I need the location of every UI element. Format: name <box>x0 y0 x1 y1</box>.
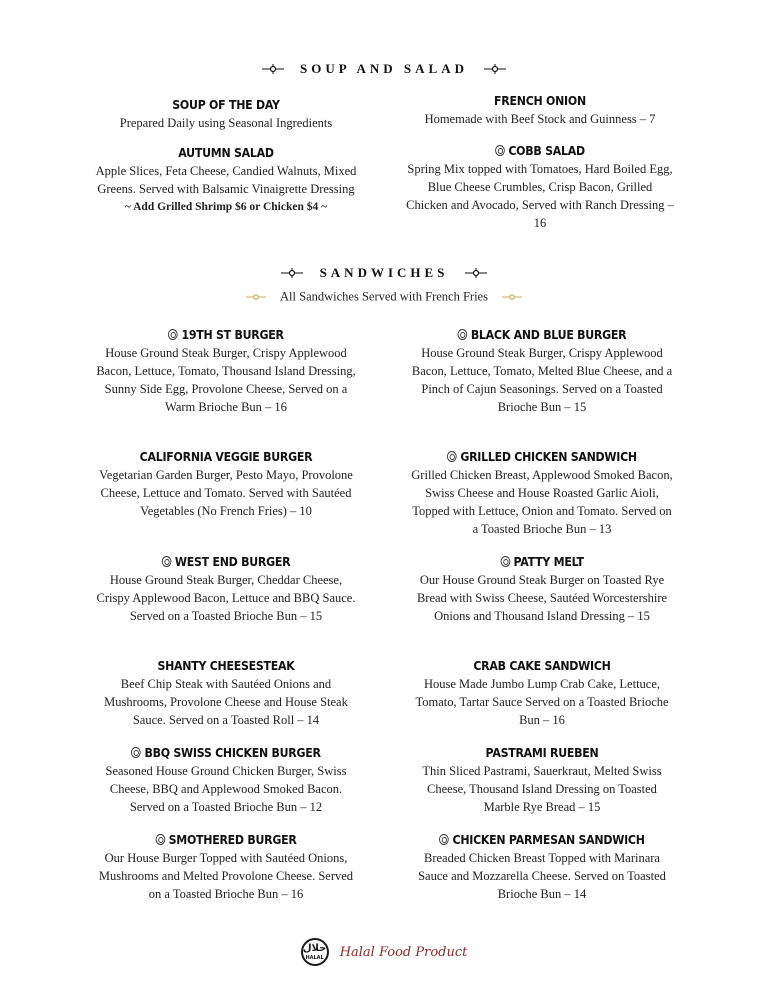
item-name: WEST END BURGER <box>108 553 344 571</box>
halal-badge-icon <box>439 834 449 845</box>
item-description: House Ground Steak Burger, Crispy Applewood Bacon, Lettuce, Tomato, Thousand Island Dressing, Sunny Side Egg, Provolone Cheese, Served on a Warm Brioche Bun – 16 <box>96 346 356 414</box>
item-description: House Ground Steak Burger, Cheddar Cheese, Crispy Applewood Bacon, Lettuce and BBQ Sauce. Served on a Toasted Brioche Bun – 15 <box>96 573 356 623</box>
menu-item-patty-melt <box>408 553 676 625</box>
sandwiches-title: SANDWICHES <box>319 265 449 281</box>
halal-badge-icon <box>131 747 141 758</box>
menu-item-french-onion <box>406 92 674 128</box>
item-name: COBB SALAD <box>422 142 658 160</box>
halal-badge-icon <box>447 451 457 462</box>
soup-salad-right-column <box>406 92 674 232</box>
halal-badge-icon <box>500 556 510 567</box>
menu-item-cobb-salad <box>406 142 674 232</box>
soup-salad-heading <box>0 60 768 77</box>
menu-item-soup-of-the-day <box>92 96 360 132</box>
sandwiches-note-text: All Sandwiches Served with French Fries <box>280 289 488 304</box>
halal-badge-icon <box>155 834 165 845</box>
menu-item-smothered-burger <box>92 831 360 903</box>
item-name: AUTUMN SALAD <box>178 145 274 160</box>
footer <box>0 938 768 966</box>
menu-item-grilled-chicken-sandwich <box>408 448 676 538</box>
item-description: Prepared Daily using Seasonal Ingredients <box>119 116 333 130</box>
item-description: House Made Jumbo Lump Crab Cake, Lettuce, Tomato, Tartar Sauce Served on a Toasted Brioche Bun – 16 <box>415 677 669 727</box>
item-description: Vegetarian Garden Burger, Pesto Mayo, Provolone Cheese, Lettuce and Tomato. Served with Sautéed Vegetables (No French Fries) – 10 <box>99 468 353 518</box>
menu-item-california-veggie-burger <box>92 448 360 520</box>
fleuron-left-icon <box>280 267 304 279</box>
halal-food-product-text: Halal Food Product <box>339 944 468 960</box>
item-name: PATTY MELT <box>424 553 660 571</box>
item-name: FRENCH ONION <box>494 93 586 108</box>
item-description: Seasoned House Ground Chicken Burger, Swiss Cheese, BBQ and Applewood Smoked Bacon. Served on a Toasted Brioche Bun – 12 <box>105 764 347 814</box>
item-name: SOUP OF THE DAY <box>172 97 280 112</box>
item-name: BBQ SWISS CHICKEN BURGER <box>108 744 344 762</box>
menu-item-shanty-cheesesteak <box>92 657 360 729</box>
menu-item-pastrami-rueben <box>408 744 676 816</box>
item-description: Our House Ground Steak Burger on Toasted Rye Bread with Swiss Cheese, Sautéed Worcestershire Onions and Thousand Island Dressing – 15 <box>416 573 668 623</box>
item-name: SHANTY CHEESESTEAK <box>157 658 295 673</box>
item-name: CRAB CAKE SANDWICH <box>473 658 611 673</box>
item-description: Our House Burger Topped with Sautéed Onions, Mushrooms and Melted Provolone Cheese. Served on a Toasted Brioche Bun – 16 <box>98 851 354 901</box>
menu-item-black-and-blue-burger <box>408 326 676 416</box>
item-description: Beef Chip Steak with Sautéed Onions and Mushrooms, Provolone Cheese and House Steak Sauce. Served on a Toasted Roll – 14 <box>104 677 348 727</box>
item-description: Grilled Chicken Breast, Applewood Smoked Bacon, Swiss Cheese and House Roasted Garlic Aioli, Topped with Lettuce, Onion and Tomato. Served on a Toasted Brioche Bun – 13 <box>411 468 673 536</box>
soup-salad-left-column <box>92 96 360 216</box>
item-name: BLACK AND BLUE BURGER <box>424 326 660 344</box>
fleuron-left-icon <box>261 63 285 75</box>
item-description: Apple Slices, Feta Cheese, Candied Walnuts, Mixed Greens. Served with Balsamic Vinaigrette Dressing <box>95 164 357 196</box>
menu-item-bbq-swiss-chicken-burger <box>92 744 360 816</box>
soup-salad-title: SOUP AND SALAD <box>300 61 468 77</box>
item-name: CALIFORNIA VEGGIE BURGER <box>139 449 313 464</box>
item-addon: ~ Add Grilled Shrimp $6 or Chicken $4 ~ <box>124 201 328 213</box>
fleuron-right-icon <box>464 267 488 279</box>
item-description: House Ground Steak Burger, Crispy Applewood Bacon, Lettuce, Tomato, Melted Blue Cheese, and a Pinch of Cajun Seasonings. Served on a Toasted Brioche Bun – 15 <box>411 346 673 414</box>
halal-logo-icon: حلال HALAL <box>301 938 329 966</box>
item-description: Thin Sliced Pastrami, Sauerkraut, Melted Swiss Cheese, Thousand Island Dressing on Toasted Marble Rye Bread – 15 <box>422 764 662 814</box>
item-name: SMOTHERED BURGER <box>108 831 344 849</box>
menu-item-chicken-parmesan-sandwich <box>408 831 676 903</box>
sandwiches-note <box>0 289 768 305</box>
gold-fleuron-left-icon <box>245 292 267 302</box>
halal-badge-icon <box>168 329 178 340</box>
menu-item-19th-st-burger <box>92 326 360 416</box>
menu-item-west-end-burger <box>92 553 360 625</box>
halal-badge-icon <box>495 145 505 156</box>
item-name: PASTRAMI RUEBEN <box>485 745 599 760</box>
gold-fleuron-right-icon <box>501 292 523 302</box>
menu-item-crab-cake-sandwich <box>408 657 676 729</box>
item-description: Breaded Chicken Breast Topped with Marinara Sauce and Mozzarella Cheese. Served on Toasted Brioche Bun – 14 <box>418 851 666 901</box>
item-description: Homemade with Beef Stock and Guinness – 7 <box>424 112 656 126</box>
item-name: 19TH ST BURGER <box>108 326 344 344</box>
halal-badge-icon <box>162 556 172 567</box>
halal-badge-icon <box>458 329 468 340</box>
item-name: CHICKEN PARMESAN SANDWICH <box>424 831 660 849</box>
fleuron-right-icon <box>483 63 507 75</box>
item-description: Spring Mix topped with Tomatoes, Hard Boiled Egg, Blue Cheese Crumbles, Crisp Bacon, Grilled Chicken and Avocado, Served with Ranch Dressing – 16 <box>406 162 674 230</box>
item-name: GRILLED CHICKEN SANDWICH <box>424 448 660 466</box>
sandwiches-heading <box>0 264 768 281</box>
menu-item-autumn-salad <box>92 144 360 216</box>
